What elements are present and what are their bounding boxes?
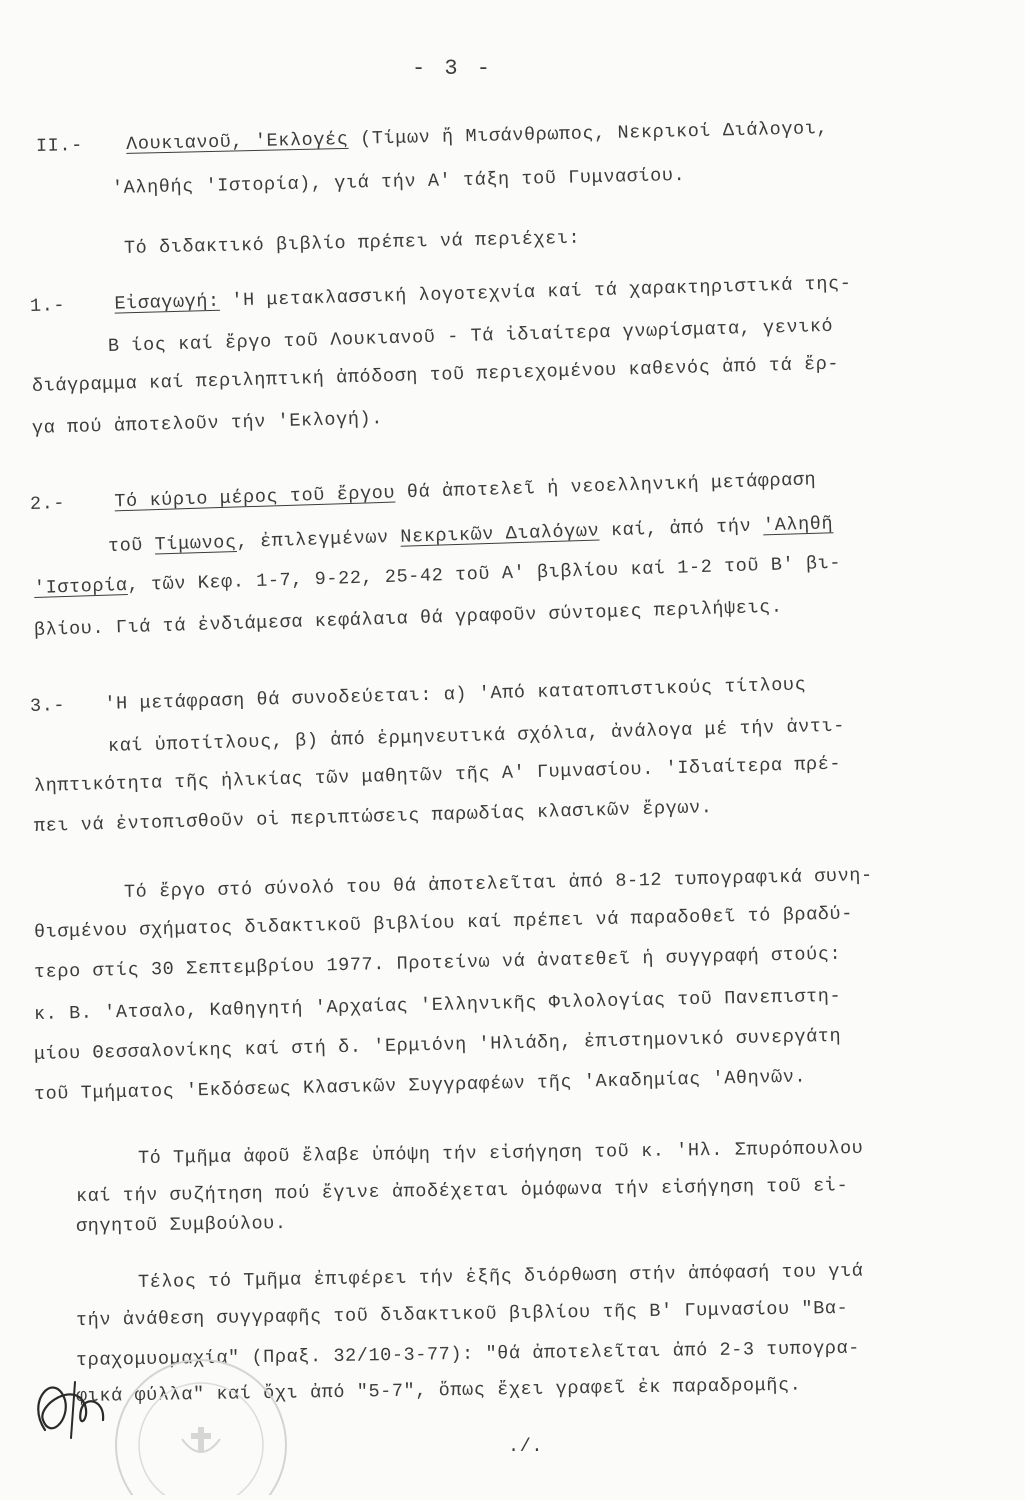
work-paragraph-line-3: τερο στίς 30 Σεπτεμβρίου 1977. Προτείνω νά ἀνατεθεῖ ἡ συγγραφή στούς: <box>33 943 842 983</box>
section-ii-line-1 <box>36 118 829 157</box>
work-paragraph-line-5: μίου Θεσσαλονίκης καί στή δ. 'Ερμιόνη 'Ηλιάδη, ἐπιστημονικό συνεργάτη <box>33 1025 842 1065</box>
item-2-line-4: βλίου. Γιά τά ἐνδιάμεσα κεφάλαια θά γραφοῦν σύντομες περιλήψεις. <box>33 596 783 641</box>
item-1-line-4: γα πού ἀποτελοῦν τήν 'Εκλογή). <box>31 408 384 439</box>
continuation-mark: ./. <box>508 1436 544 1457</box>
section-ii-title: Λουκιανοῦ, 'Εκλογές <box>125 128 349 155</box>
work-paragraph-line-4: κ. Β. 'Ατσαλο, Καθηγητή 'Αρχαίας 'Ελληνικῆς Φιλολογίας τοῦ Πανεπιστη- <box>33 985 842 1025</box>
section-ii-title-rest: (Τίμων ἤ Μισάνθρωπος, Νεκρικοί Διάλογοι, <box>348 118 829 150</box>
item-2-number: 2.- <box>29 492 66 515</box>
item-1-line-3: διάγραμμα καί περιληπτική ἀπόδοση τοῦ περιεχομένου καθενός ἀπό τά ἔρ- <box>31 353 840 397</box>
item-2-line-2 <box>108 513 834 557</box>
final-paragraph-line-4: φικά φύλλα" καί ὄχι ἀπό "5-7", ὅπως ἔχει γραφεῖ ἐκ παραδρομῆς. <box>75 1374 802 1407</box>
final-paragraph-line-2: τήν ἀνάθεση συγγραφῆς τοῦ διδακτικοῦ βιβλίου τῆς Β' Γυμνασίου "Βα- <box>75 1297 849 1331</box>
item-3-text: 'Η μετάφραση θά συνοδεύεται: α) 'Από κατατοπιστικούς τίτλους <box>104 674 807 715</box>
item-1-line-2: Β ίος καί ἔργο τοῦ Λουκιανοῦ - Τά ἰδιαίτερα γνωρίσματα, γενικό <box>107 315 834 357</box>
item-3-line-4: πει νά ἐντοπισθοῦν οἱ περιπτώσεις παρωδίας κλασικῶν ἔργων. <box>33 797 713 837</box>
page-number: - 3 - <box>412 56 494 81</box>
item-1-text: 'Η μετακλασσική λογοτεχνία καί τά χαρακτηριστικά της- <box>219 273 852 312</box>
work-paragraph-line-1: Τό ἔργο στό σύνολό του θά ἀποτελεῖται ἀπό 8-12 τυπογραφικά συνη- <box>123 865 873 903</box>
dept-paragraph-line-1: Τό Τμῆμα ἀφοῦ ἔλαβε ὑπόψη τήν εἰσήγηση τοῦ κ. 'Ηλ. Σπυρόπουλου <box>137 1137 864 1169</box>
item-2-line-3 <box>34 553 842 599</box>
item-2-text-b: , ἐπιλεγμένων <box>236 526 401 553</box>
item-2-chapters: , τῶν Κεφ. 1-7, 9-22, 25-42 τοῦ Α' βιβλίου καί 1-2 τοῦ Β' βι- <box>127 552 842 597</box>
item-2-dialogues: Νεκρικῶν Διαλόγων <box>400 520 600 548</box>
item-1-line-1 <box>30 273 852 317</box>
dept-paragraph-line-3: σηγητοῦ Συμβούλου. <box>75 1213 287 1237</box>
work-paragraph-line-2: θισμένου σχήματος διδακτικοῦ βιβλίου καί πρέπει νά παραδοθεῖ τό βραδύ- <box>33 903 854 943</box>
item-1-number: 1.- <box>29 295 66 317</box>
item-3-number: 3.- <box>29 695 66 717</box>
item-2-line-1 <box>30 469 817 515</box>
final-paragraph-line-3: τραχομυομαχία" (Πραξ. 32/10-3-77): "θά ἀποτελεῖται ἀπό 2-3 τυπογρα- <box>75 1337 861 1371</box>
item-2-history: 'Ιστορία <box>33 575 128 599</box>
item-2-heading: Τό κύριο μέρος τοῦ ἔργου <box>114 482 396 513</box>
item-2-text: θά ἀποτελεῖ ἡ νεοελληνική μετάφραση <box>394 469 817 504</box>
item-1-label: Εἰσαγωγή: <box>114 290 221 315</box>
final-paragraph-line-1: Τέλος τό Τμῆμα ἐπιφέρει τήν ἑξῆς διόρθωση στήν ἀπόφασή του γιά <box>137 1260 864 1293</box>
item-3-line-2: καί ὑποτίτλους, β) ἀπό ἑρμηνευτικά σχόλια, ἀνάλογα μέ τήν ἀντι- <box>107 715 846 757</box>
dept-paragraph-line-2: καί τήν συζήτηση πού ἔγινε ἀποδέχεται ὁμόφωνα τήν εἰσήγηση τοῦ εἰ- <box>75 1175 849 1207</box>
section-ii-number: II.- <box>35 134 84 157</box>
item-2-timon: Τίμωνος <box>154 531 238 556</box>
item-2-text-a: τοῦ <box>107 534 156 557</box>
item-3-line-1 <box>30 674 807 717</box>
section-ii-line-2: 'Αληθής 'Ιστορία), γιά τήν Α' τάξη τοῦ Γυμνασίου. <box>111 164 686 199</box>
work-paragraph-line-6: τοῦ Τμήματος 'Εκδόσεως Κλασικῶν Συγγραφέων τῆς 'Ακαδημίας 'Αθηνῶν. <box>33 1066 807 1105</box>
item-2-true: 'Αληθῆ <box>762 513 834 537</box>
intro-line: Τό διδακτικό βιβλίο πρέπει νά περιέχει: <box>123 227 581 259</box>
signature-icon <box>15 1360 125 1450</box>
item-3-line-3: ληπτικότητα τῆς ἡλικίας τῶν μαθητῶν τῆς Α' Γυμνασίου. 'Ιδιαίτερα πρέ- <box>33 753 842 797</box>
item-2-text-c: καί, ἀπό τήν <box>598 515 764 542</box>
